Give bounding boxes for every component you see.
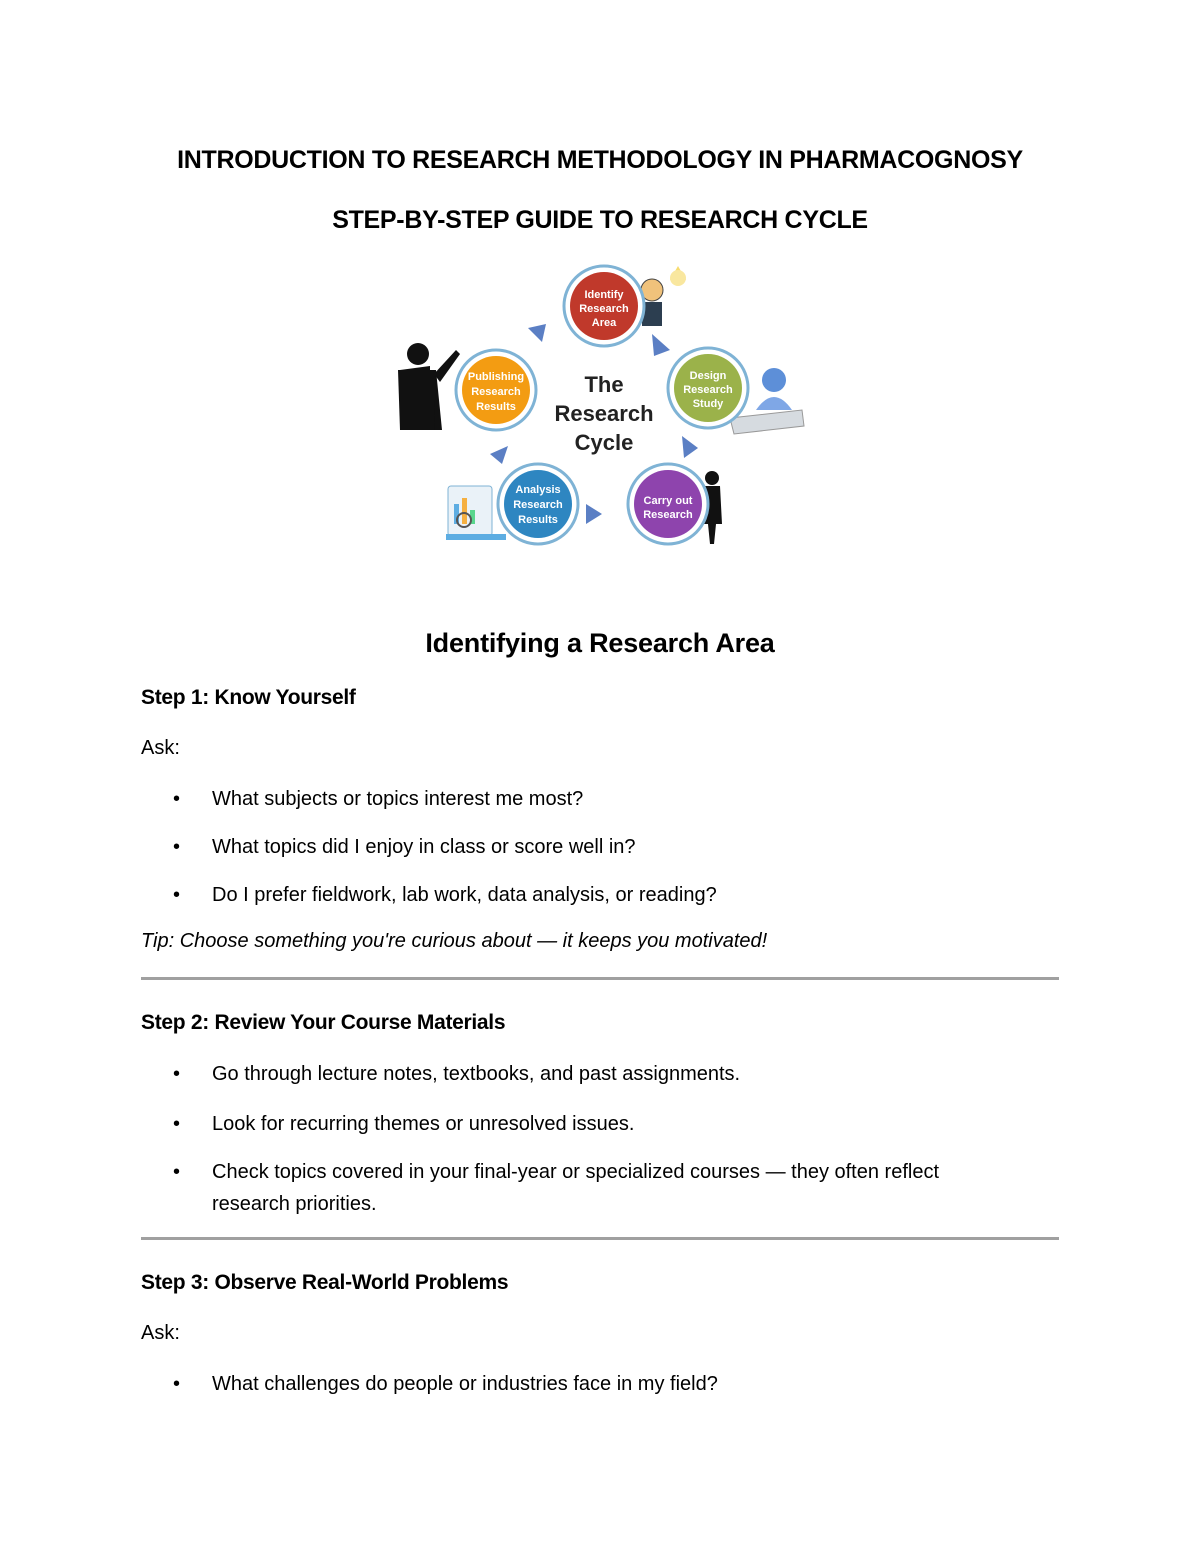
cycle-node-identify — [564, 266, 644, 346]
step-3-title: Step 3: Observe Real-World Problems — [141, 1271, 509, 1294]
svg-text:Analysis: Analysis — [515, 484, 561, 496]
list-item-text: What topics did I enjoy in class or score well in? — [212, 836, 636, 858]
arrow-icon — [652, 334, 670, 356]
bullet-icon: • — [173, 1063, 181, 1085]
step-1-tip: Tip: Choose something you're curious about — it keeps you motivated! — [141, 930, 768, 952]
svg-text:The: The — [584, 372, 624, 397]
cycle-center-label — [554, 372, 653, 455]
svg-text:Design: Design — [689, 370, 727, 382]
analytics-icon — [446, 486, 506, 540]
svg-text:Research: Research — [513, 499, 563, 511]
arrow-icon — [586, 504, 602, 524]
arrow-icon — [682, 436, 698, 458]
bullet-icon: • — [173, 788, 181, 810]
svg-text:Identify: Identify — [584, 289, 624, 301]
svg-text:Area: Area — [591, 317, 617, 329]
bullet-icon: • — [173, 1373, 181, 1395]
arrow-icon — [528, 324, 546, 342]
svg-text:Research: Research — [683, 384, 733, 396]
bullet-icon: • — [173, 836, 181, 858]
cycle-node-publishing — [456, 350, 536, 430]
professor-icon — [641, 266, 686, 326]
arrow-icon — [490, 446, 508, 464]
list-item-text: What subjects or topics interest me most? — [212, 788, 584, 810]
bullet-icon: • — [173, 884, 181, 906]
list-item-text: What challenges do people or industries face in my field? — [212, 1373, 718, 1395]
list-item-text: Look for recurring themes or unresolved issues. — [212, 1113, 635, 1135]
document-subtitle: STEP-BY-STEP GUIDE TO RESEARCH CYCLE — [332, 206, 868, 234]
svg-text:Cycle: Cycle — [574, 430, 634, 455]
svg-text:Research: Research — [471, 386, 521, 398]
cycle-node-analysis — [498, 464, 578, 544]
svg-text:Publishing: Publishing — [467, 371, 525, 383]
research-cycle-figure — [390, 258, 810, 554]
divider — [141, 1237, 1059, 1240]
cycle-node-carry-out — [628, 464, 708, 544]
step-1-title: Step 1: Know Yourself — [141, 686, 356, 709]
divider — [141, 977, 1059, 980]
document-title: INTRODUCTION TO RESEARCH METHODOLOGY IN PHARMACOGNOSY — [177, 146, 1023, 174]
svg-text:Carry out: Carry out — [643, 495, 693, 507]
svg-text:Results: Results — [518, 514, 558, 526]
presenter-silhouette-icon — [398, 343, 460, 430]
step-1-ask: Ask: — [141, 737, 180, 759]
svg-text:Research: Research — [643, 509, 693, 521]
list-item-text: Go through lecture notes, textbooks, and past assignments. — [212, 1063, 741, 1085]
svg-text:Study: Study — [692, 398, 724, 410]
list-item-text: Check topics covered in your final-year or specialized courses — they often reflect research priorities. — [212, 1161, 940, 1215]
cycle-node-design — [668, 348, 748, 428]
step-2-title: Step 2: Review Your Course Materials — [141, 1011, 506, 1034]
bullet-icon: • — [173, 1161, 181, 1183]
section-heading: Identifying a Research Area — [425, 628, 775, 658]
bullet-icon: • — [173, 1113, 181, 1135]
svg-text:Results: Results — [476, 401, 516, 413]
list-item-text: Do I prefer fieldwork, lab work, data analysis, or reading? — [212, 884, 717, 906]
svg-text:Research: Research — [579, 303, 629, 315]
svg-text:Research: Research — [554, 401, 654, 426]
step-3-ask: Ask: — [141, 1322, 180, 1344]
